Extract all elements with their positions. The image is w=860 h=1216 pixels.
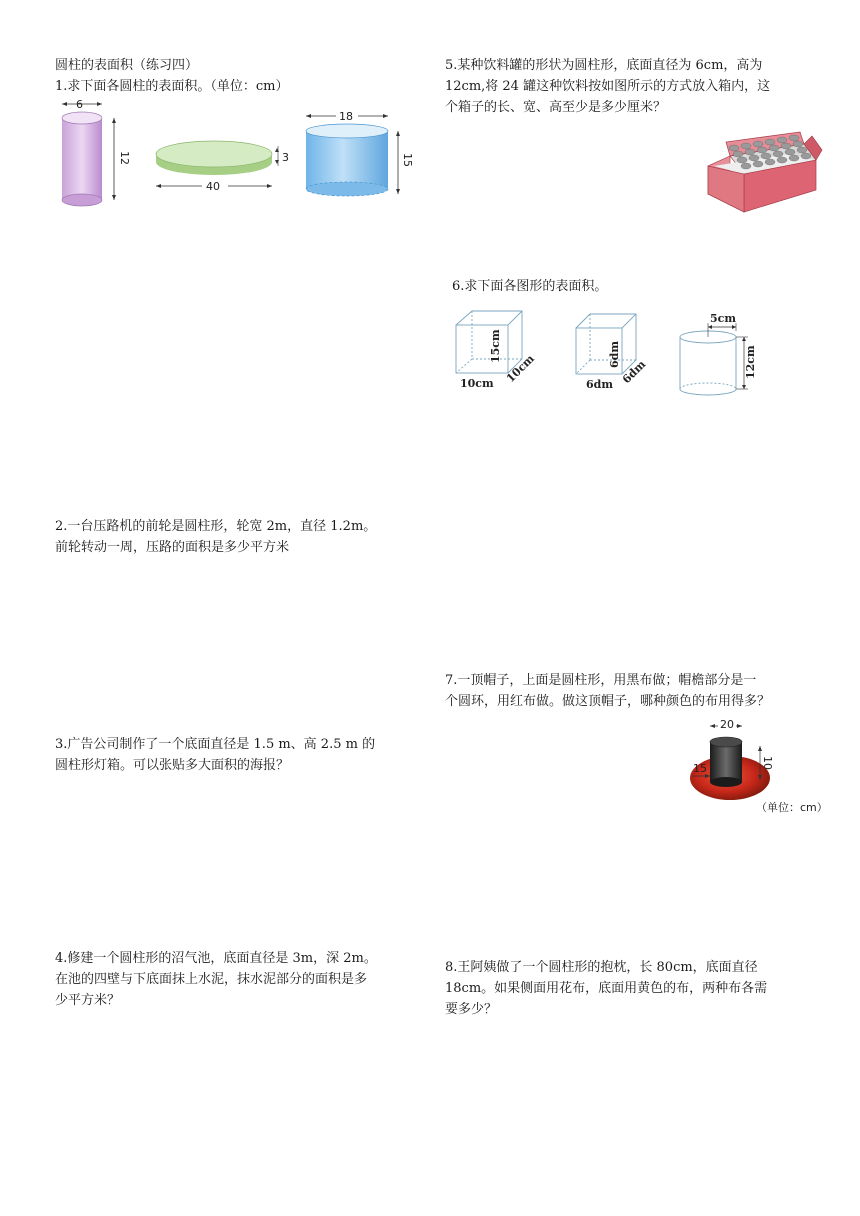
can-top: [777, 137, 787, 143]
can-top: [765, 139, 775, 145]
q6-a-length-label: 10cm: [460, 377, 494, 390]
can-top: [789, 135, 799, 141]
q1-b-height-label: 3: [282, 151, 289, 164]
question-4-line-3: 少平方米？: [55, 993, 121, 1008]
q6-c-height-label: 12cm: [744, 345, 757, 379]
question-5-line-1: 5.某种饮料罐的形状为圆柱形，底面直径为 6cm，高为: [445, 58, 763, 73]
can-top: [765, 159, 775, 165]
can-top: [781, 143, 791, 149]
can-top: [793, 141, 803, 147]
q7-unit-label: （单位：cm）: [756, 801, 828, 814]
can-top: [749, 155, 759, 161]
can-top: [801, 153, 811, 159]
q1-c-height-label: 15: [401, 153, 414, 167]
can-top: [741, 163, 751, 169]
q6-b-width-label: 6dm: [619, 357, 649, 387]
q6-b-height-label: 6dm: [608, 341, 621, 368]
can-top: [737, 157, 747, 163]
question-8-line-3: 要多少？: [445, 1002, 498, 1017]
question-7-line-2: 个圆环，用红布做。做这顶帽子，哪种颜色的布用得多？: [445, 694, 771, 709]
q6-cuboid-figure: [450, 305, 550, 397]
q6-c-radius-label: 5cm: [710, 312, 736, 325]
q6-cylinder-figure: [674, 305, 774, 401]
q7-hat-figure: [684, 712, 830, 822]
question-8-line-2: 18cm。如果侧面用花布，底面用黄色的布，两种布各需: [445, 981, 768, 996]
question-6-text: 6.求下面各图形的表面积。: [452, 279, 608, 294]
can-top: [741, 143, 751, 149]
can-top: [777, 157, 787, 163]
can-top: [753, 141, 763, 147]
q1-cylinder-c-figure: [298, 108, 418, 200]
q1-cylinder-b-figure: [150, 128, 300, 200]
q6-a-width-label: 10cm: [503, 352, 537, 386]
q1-a-diameter-label: 6: [76, 98, 83, 111]
can-top: [729, 145, 739, 151]
question-8-line-1: 8.王阿姨做了一个圆柱形的抱枕，长 80cm，底面直径: [445, 960, 758, 975]
question-4-line-2: 在池的四壁与下底面抹上水泥，抹水泥部分的面积是多: [55, 972, 368, 987]
can-top: [773, 151, 783, 157]
can-top: [769, 145, 779, 151]
q6-cube-figure: [572, 310, 652, 392]
can-top: [753, 161, 763, 167]
can-top: [789, 155, 799, 161]
q1-b-diameter-label: 40: [206, 180, 220, 193]
can-top: [757, 147, 767, 153]
q7-diameter-label: 20: [720, 718, 734, 731]
question-2-line-2: 前轮转动一周，压路的面积是多少平方米: [55, 540, 290, 555]
q5-box-figure: [704, 126, 824, 218]
question-1-text: 1.求下面各圆柱的表面积。（单位：cm）: [55, 79, 289, 94]
worksheet-title: 圆柱的表面积（练习四）: [55, 58, 199, 73]
question-5-line-2: 12cm,将 24 罐这种饮料按如图所示的方式放入箱内，这: [445, 79, 771, 94]
can-top: [745, 149, 755, 155]
question-2-line-1: 2.一台压路机的前轮是圆柱形，轮宽 2m，直径 1.2m。: [55, 519, 377, 534]
question-3-line-2: 圆柱形灯箱。可以张贴多大面积的海报？: [55, 758, 290, 773]
q1-a-height-label: 12: [118, 151, 131, 165]
q6-a-height-label: 15cm: [489, 329, 502, 363]
q7-brim-label: 15: [693, 762, 707, 775]
can-top: [733, 151, 743, 157]
can-top: [785, 149, 795, 155]
question-3-line-1: 3.广告公司制作了一个底面直径是 1.5 m、高 2.5 m 的: [55, 737, 376, 752]
question-4-line-1: 4.修建一个圆柱形的沼气池，底面直径是 3m，深 2m。: [55, 951, 377, 966]
q7-height-label: 10: [761, 756, 774, 770]
q1-c-diameter-label: 18: [339, 110, 353, 123]
can-top: [761, 153, 771, 159]
q1-cylinder-a-figure: [52, 98, 132, 210]
can-top: [797, 147, 807, 153]
question-7-line-1: 7.一顶帽子，上面是圆柱形，用黑布做；帽檐部分是一: [445, 673, 757, 688]
q6-b-length-label: 6dm: [586, 378, 613, 391]
question-5-line-3: 个箱子的长、宽、高至少是多少厘米？: [445, 100, 667, 115]
